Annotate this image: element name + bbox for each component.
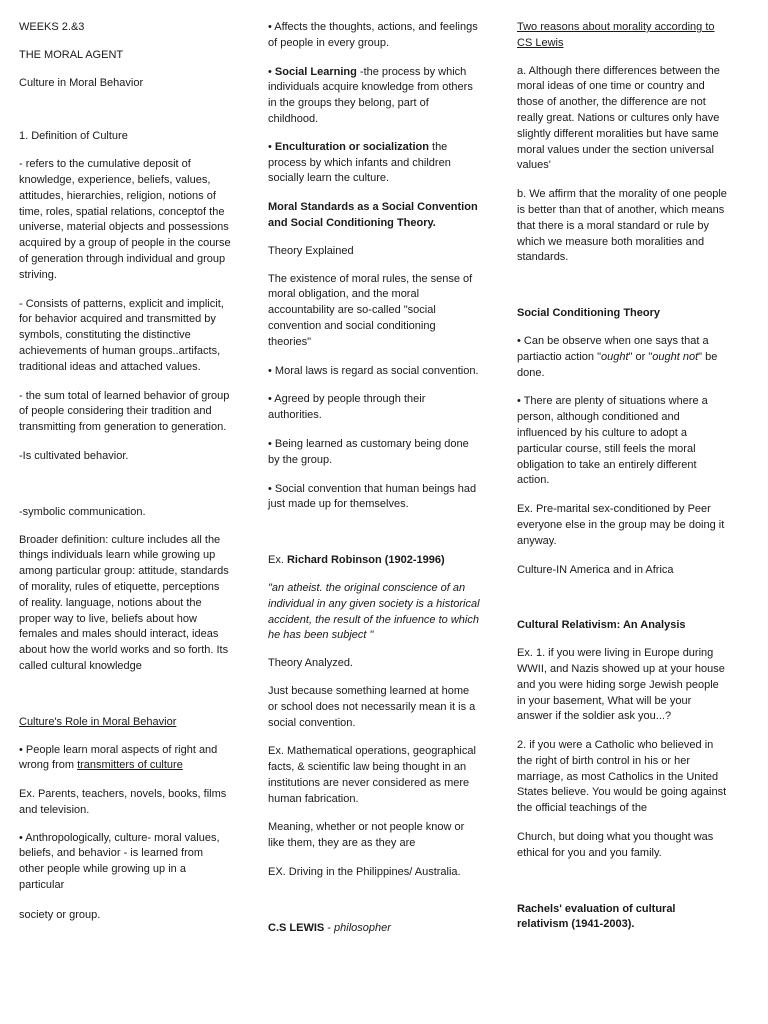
col3-paragraph: Ex. 1. if you were living in Europe during WWII, and Nazis showed up at your house and you were hiding sorge Jewish people in your basement, What will be your answer if the soldier ask you...? [517,647,725,723]
col3-paragraph: Ex. Pre-marital sex-conditioned by Peer everyone else in the group may be doing it anyway. [517,503,725,547]
col1-paragraph: Culture's Role in Moral Behavior [19,715,177,728]
col3-paragraph: Rachels' evaluation of cultural relativism (1941-2003). [517,902,676,931]
col3-paragraph: Cultural Relativism: An Analysis [517,619,686,632]
col1-paragraph: -symbolic communication. [19,505,146,518]
col2-paragraph: The existence of moral rules, the sense of moral obligation, and the moral accountability are so-called "social convention and social conditioning theories" [268,272,473,348]
col2-paragraph: Theory Explained [268,244,354,257]
col2-paragraph: • Affects the thoughts, actions, and feelings of people in every group. [268,21,478,49]
col1-paragraph: WEEKS 2.&3 [19,21,85,33]
col3-paragraph: Culture-IN America and in Africa [517,563,674,576]
col1-paragraph: • Anthropologically, culture- moral values, beliefs, and behavior - is learned from other people while growing up in a particular [19,831,220,892]
col1-paragraph: Ex. Parents, teachers, novels, books, films and television. [19,788,227,816]
col1-paragraph: - the sum total of learned behavior of group of people considering their tradition and transmitting from generation to generation. [19,389,230,434]
col3-paragraph: a. Although there differences between the moral ideas of one time or country and those of another, the difference are not really great. Nations or cultures only have slightly different moralities but have same moral values under the section universal values' [517,64,720,172]
column-2 [268,20,480,937]
col3-paragraph: b. We affirm that the morality of one people is better than that of another, which means that there is a moral standard or rule by which we measure both moralities and standards. [517,188,727,264]
column-3 [517,20,727,933]
col2-paragraph: • Social Learning -the process by which individuals acquire knowledge from others in the groups they belong, part of childhood. [268,65,473,125]
col2-paragraph: Just because something learned at home or school does not necessarily mean it is a social convention. [268,684,476,729]
column-1 [19,20,231,924]
col1-paragraph: Culture in Moral Behavior [19,76,144,89]
col1-paragraph: 1. Definition of Culture [19,130,128,143]
col3-paragraph: Social Conditioning Theory [517,307,660,320]
col2-paragraph: Ex. Mathematical operations, geographical facts, & scientific law being thought in an institutions are never considered as mere human fabrication. [268,745,476,805]
col1-paragraph: • People learn moral aspects of right and wrong from transmitters of culture [19,743,218,772]
col3-paragraph: • There are plenty of situations where a person, although conditioned and influenced by his culture to adopt a particular course, still feels the moral obligation to take an entirely different action. [517,395,708,487]
col2-paragraph: EX. Driving in the Philippines/ Australia. [268,866,461,879]
col2-paragraph: • Being learned as customary being done by the group. [268,437,469,466]
col3-paragraph: • Can be observe when one says that a partiactio action "ought" or "ought not" be done. [517,334,718,379]
col2-paragraph: • Agreed by people through their authorities. [268,393,426,422]
col2-paragraph: Meaning, whether or not people know or like them, they are as they are [268,821,465,850]
col2-paragraph: Ex. Richard Robinson (1902-1996) [268,554,445,567]
col2-paragraph: "an atheist. the original conscience of an individual in any given society is a historical accident, the result of the infuence to which he has been subject " [268,581,480,642]
col1-paragraph: - Consists of patterns, explicit and implicit, for behavior acquired and transmitted by symbols, constituting the distinctive achievements of human groups..artifacts, traditional ideas and attached values. [19,297,224,373]
col3-paragraph: 2. if you were a Catholic who believed in the right of birth control in his or her marriage, as most Catholics in the United States believe. You would be going against the official teachings of the [517,739,727,815]
col3-paragraph: Two reasons about morality according to CS Lewis [517,21,715,49]
col2-paragraph: Moral Standards as a Social Convention and Social Conditioning Theory. [268,201,478,229]
col2-paragraph: • Social convention that human beings had just made up for themselves. [268,482,477,511]
col1-paragraph: society or group. [19,908,101,921]
col1-paragraph: THE MORAL AGENT [19,48,124,61]
col1-paragraph: - refers to the cumulative deposit of knowledge, experience, beliefs, values, attitudes, hierarchies, religion, notions of time, roles, spatial relations, conceptof the universe, material objects and possessions acquired by a group of people in the course of generation through individual and group striving. [19,158,231,281]
col1-paragraph: Broader definition: culture includes all the things individuals learn while growing up among particular group: attitude, standards of morality, rules of etiquette, perceptions of reality. language, notions about the proper way to live, beliefs about how females and males should interact, ideas about how the world works and so forth. Its called cultural knowledge [19,533,229,672]
col2-paragraph: Theory Analyzed. [268,657,353,670]
col2-paragraph: C.S LEWIS - philosopher [268,921,391,934]
col3-paragraph: Church, but doing what you thought was ethical for you and you family. [517,831,714,859]
col2-paragraph: • Enculturation or socialization the process by which infants and children socially learn the culture. [268,140,451,185]
col1-paragraph: -Is cultivated behavior. [19,449,129,462]
col2-paragraph: • Moral laws is regard as social convention. [268,364,479,377]
